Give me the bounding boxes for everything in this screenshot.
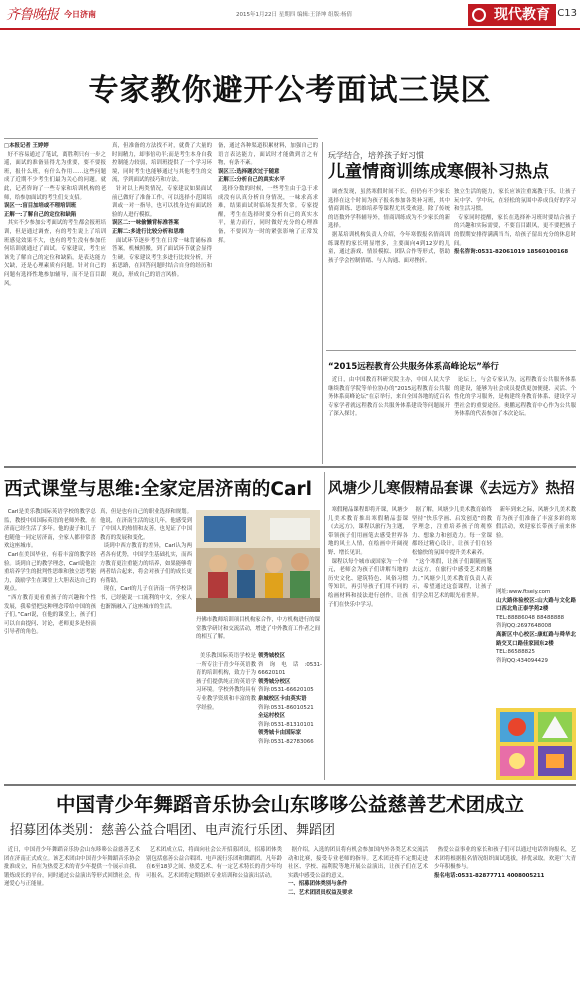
article2-text-2: 据某培训机构负责人介绍，今年寒假报名情商训练课程的家长明显增多，主要面向4到12岁的儿童，通过游戏、情景模拟、团队合作等形式，帮助孩子学会控制情绪、与人沟通、面对挫折。 [328,231,450,264]
article1-text-2: 其实不少参加公考面试的考生都会报班培训，但是通过调查，有的考生说上了培训班感觉效果不大，也有的考生没有参加任何培训就通过了面试。专家建议，考生应该先了解自己的定位和缺陷，是表达能力欠缺，还是心理素质有问题。针对自己的问题有选择性地参加辅导，而不是盲目跟风。 [4,220,106,287]
qq: 咨询QQ:434094429 [496,657,548,664]
article3-text-1: 近日，由中国教育科研究院主办，中国人民大学继续教育学院等单位协办的“2015远程教育公共服务体系高峰论坛”在京举行，来自全国各地的近百名专家学者就远程教育公共服务体系建设等问题展开了深入探讨。 [328,377,450,418]
article2-text-3: 独立生活的能力，家长应该注重寓教于乐，让孩子玩中学、学中玩，在轻松的氛围中养成良好的学习和生活习惯。 [454,189,576,213]
classroom-photo [196,510,320,612]
section-banner [468,4,556,26]
article1-text-3: 真，但准备的方法找不对，就费了大量的时间精力，却事倍功半;而是考生本身自我控制能力较弱，培训班提供了一个学习环境，同时考生也能够通过与其他考生的交流，学到面试的技巧和方法。 [112,143,212,184]
section-divider [4,466,576,468]
photo-caption: 丹佛市教师培训项目机构家合作，中方机构进行的课堂教学研讨和交流活动，增进了中外教育工作者之间的相互了解。 [196,617,320,641]
article1-text-4: 针对以上两类情况，专家建议如果面试前已做好了准备工作，可以选择小范围培训或一对一指导，也可以找身边有面试经验的人进行模拟。 [112,185,212,218]
article5-contact [496,588,576,706]
edition-label: 今日济南 [64,9,96,19]
article1-subhead: 正解三:分析自己的真实水平 [218,177,285,184]
article5-title: 风塘少儿寒假精品套课《去远方》热招 [328,481,575,497]
article1-subhead: 误区一:盲目加培或不理培训班 [4,203,77,210]
article6-text-2: 艺术团成立后，将面向社会公开招募团员，招募团体类别包括慈善公益合唱团、电声流行乐团和舞蹈团。凡年龄在6至18岁之间、热爱艺术、有一定艺术特长的青少年均可报名。艺术团将定期组织专业培训和公益演出活动。 [146,847,282,879]
article6-col1 [4,846,140,978]
article1-col3 [218,142,318,464]
article2-footer: 报名咨询:0531-82061019 18560100168 [454,249,569,256]
contact-line: 咨询:0531-82783066 [258,738,314,745]
article1-text-1: 好不容易通过了笔试，离胜利只有一步之遥，面试的准备显得尤为重要，要不要报班，报什么班，有什么作用……这些问题成了近期不少考生们最为关心的问题。就此，记者咨询了一些专家和培训机构的老师，给参加面试的考生们支支招。 [4,151,106,201]
article5-text-3: 据了解，风塘少儿美术教育始终坚持“快乐学画、启发创造”的教学理念，注重培养孩子的观察力、想象力和创造力。每一堂课都经过精心设计，让孩子们在轻松愉快的氛围中提升美术素养。 [412,507,492,556]
article6-col3 [288,846,428,978]
classroom-photo-image [196,510,320,612]
address: 山大路体验校区:山大路与文化路口西北角正泰学苑2楼 [496,597,576,613]
page-header [0,0,580,30]
contact-line: 咨询:0531-86010521 [258,704,314,711]
divider [326,350,576,351]
page-number: C13 [557,8,577,19]
contact-line: 咨询:0531-81310101 [258,721,314,728]
article3-text-2: 论坛上，与会专家认为，远程教育公共服务体系的建设，能够为社会成员提供更加便捷、灵活、个性化的学习服务，是构建终身教育体系、建设学习型社会的重要途径。奥鹏远程教育中心作为公共服务体系的代表参加了本次论坛。 [454,377,576,418]
article6-text-3: 据介绍，入选的团员将有机会参加国内外各类艺术交流活动和比赛，接受专业老师的指导。艺术团还将不定期走进社区、学校、福利院等地开展公益演出，让孩子们在艺术实践中感受公益的意义。 [288,847,428,879]
article5-text-4: “这个寒假，让孩子们跟随画笔去远方，在旅行中感受艺术的魅力。”风塘少儿美术教育负责人表示，希望通过这套课程，让孩子们学会用艺术的眼光看世界。 [412,558,492,599]
article5-text-1: 寒假精品课程即将开课，风塘少儿美术教育推出寒假精品套课《去远方》，课程以旅行为主题，带领孩子们用画笔去感受世界各地的风土人情，在绘画中开阔视野、增长见识。 [328,507,408,556]
article4-col1 [4,508,96,778]
article6-text-1: 近日，中国青少年舞蹈音乐协会山东哆哆公益慈善艺术团在济南正式成立。该艺术团由中国青少年舞蹈音乐协会批准成立，旨在为热爱艺术的青少年提供一个展示自我、锻炼成长的平台，同时通过公益演出等形式回馈社会，传递爱心与正能量。 [4,847,140,888]
article6-footer: 报名电话:0531-82877711 4008005211 [434,872,545,879]
article1-subhead: 误区二:一味偷懒背标准答案 [112,220,179,227]
contact-label: 领秀城卡由国际家 [258,730,302,737]
article1-subhead: 正解二:多进行比较分析和思维 [112,228,185,235]
article4-text-6: 现在，Carl的儿子在济南一所学校读书，已经能说一口流利的中文，全家人也渐渐融入了这座城市的生活。 [100,586,192,610]
contact-label: 全运村校区 [258,713,285,720]
article6-title: 中国青少年舞蹈音乐协会山东哆哆公益慈善艺术团成立 [55,793,524,816]
website: 网址:www.ftseiy.com [496,589,551,595]
article4-text-1: Carl是美乐教国际英语学校的教学总监，教授中国国际英语的老师外教，在济南已经生活了多年。他的妻子和儿子也随他一同定居济南，全家人都非常喜欢这座城市。 [4,509,96,550]
article2-title: 儿童情商训练成寒假补习热点 [328,162,549,182]
contact-line: 咨询:0531-66620105 [258,687,314,694]
article2-text-4: 专家同时提醒，家长在选择补习班时要结合孩子的兴趣和实际需要，不要盲目跟风，更不要把孩子的假期安排得满满当当，给孩子留出充分的休息时间。 [454,214,576,247]
article4-text-7: 美乐教国际英语学校是一所专注于青少年英语教育的培训机构，致力于为孩子们提供纯正的英语学习环境。学校外教均具有专业教学资质和丰富的教学经验。 [196,653,256,711]
article1-col1 [4,142,106,464]
section-divider [4,784,576,786]
article1-text-7: 选择分数的时候，一些考生由于急于求成没有认真分析自身情况，一味求高求难，结果面试时临场发挥失常。专家提醒，考生在选择时要分析自己的真实水平，量力而行，同时做好充分的心理准备，不要因为一时的紧张影响了正常发挥。 [218,185,318,244]
article5-col2 [412,506,492,778]
article2-kicker: 玩学结合，培养孩子好习惯 [328,151,424,160]
phone: TEL:88886048 88488888 [496,614,565,621]
qq: 咨询QQ:2697648008 [496,623,552,630]
contact-label: 领秀城分校区 [258,678,291,685]
column-divider [324,472,325,780]
article5-text-2: 课程以每个城市或国家为一个单元，老师会为孩子们讲解当地的历史文化、建筑特色、风俗习惯等知识，再引导孩子们用不同的绘画材料和技法进行创作，让孩子们在快乐中学习。 [328,558,408,608]
article1-col2 [112,142,212,464]
article2-col1 [328,188,450,344]
article1-subhead: 误区三:选择题次过于随意 [218,168,280,175]
divider [4,138,318,139]
article5-col3 [496,506,576,586]
address: 高新区中心校区:康虹路与舜华北路交叉口路佳家园东2楼 [496,631,576,647]
date-line: 2015年1月22日 星期四 编辑:王泽坤 组版:杨倩 [236,12,352,18]
article6-subhead: 二、艺术团团员权益及要求 [288,889,353,896]
article4-col3 [196,652,256,778]
article3-col2 [454,376,576,462]
article6-subhead: 一、招募团体类别与条件 [288,881,348,888]
contact-label: 泉城校区卡由英实语 [258,695,307,702]
article4-text-5: 谈到中西方教育的差异，Carl认为两者各有优势，中国学生基础扎实，而西方教育更注重能力的培养，如果能够将两者结合起来，将会对孩子们的成长更有帮助。 [100,543,192,584]
byline: □本报记者 王婷婷 [4,143,49,149]
section-title: 现代教育 [494,7,550,23]
newspaper-logo: 齐鲁晚报 [6,7,58,23]
article6-col2 [146,846,282,978]
article6-subtitle: 招募团体类别：慈善公益合唱团、电声流行乐团、舞蹈团 [10,823,336,838]
article4-contacts [258,652,322,778]
article4-text-4: 真，但是也有自己的职业选择和规划。他说，在济南生活的这几年，他感受到了中国人的热情和友善，也见证了中国教育的发展和变化。 [100,509,192,541]
column-divider [322,142,323,464]
article6-col4 [434,846,576,978]
article4-text-2: Carl在美国毕业，有着丰富的教学经验。谈到自己的教学理念，Carl说他注重培养学生的批判性思维和独立思考能力，鼓励学生在课堂上大胆表达自己的观点。 [4,551,96,593]
section-circle-icon [472,8,486,22]
article1-subhead: 正解一:了解自己的定位和缺陷 [4,211,77,218]
contact-label: 领秀城校区 [258,653,285,659]
article4-text-3: “西方教育更看重孩子的兴趣和个性发展，我希望把这种理念带给中国的孩子们。”Carl说，在他的课堂上，孩子们可以自由提问、讨论，老师更多是扮演引导者的角色。 [4,594,96,636]
article6-text-4: 热爱公益事业的家长和孩子们可以通过电话咨询报名，艺术团将根据报名情况组织面试选拔，择优录取。欢迎广大青少年积极参与。 [434,847,576,871]
artwork-photo [496,708,576,780]
phone: TEL:86588825 [496,649,535,656]
article5-col1 [328,506,408,778]
article3-title: “2015远程教育公共服务体系高峰论坛”举行 [328,362,499,372]
article1-text-6: 备，通过各种渠道积累材料，加强自己的语言表达能力，面试时才能做到言之有物，有条不紊。 [218,143,318,167]
article5-text-5: 新年到来之际，风塘少儿美术教育为孩子们准备了丰富多彩的寒假活动，欢迎家长带孩子前来体验。 [496,507,576,539]
article2-text-1: 调查发现，虽然寒假时间不长，但仍有不少家长选择在这个时间为孩子报名参加各类补习班，其中情商训练、思维培养等课程尤其受欢迎。除了传统的语数外学科辅导外，情商训练成为不少家长的新选择。 [328,189,450,230]
article2-col2 [454,188,576,344]
article1-text-5: 面试环节逐步考生在日常一味背诵标准答案，机械照搬，到了面试环节就会显得生硬。专家建议考生多进行比较分析，开拓思路，在回答问题时结合自身的经历和观点，形成自己的语言风格。 [112,237,212,278]
article4-title: 西式课堂与思维:全家定居济南的Carl [4,479,312,500]
article3-col1 [328,376,450,462]
contact-line: 咨询电话:0531-66620101 [258,661,322,677]
article1-title: 专家教你避开公考面试三误区 [88,73,492,108]
article4-col2 [100,508,192,778]
artwork-image [496,708,576,780]
